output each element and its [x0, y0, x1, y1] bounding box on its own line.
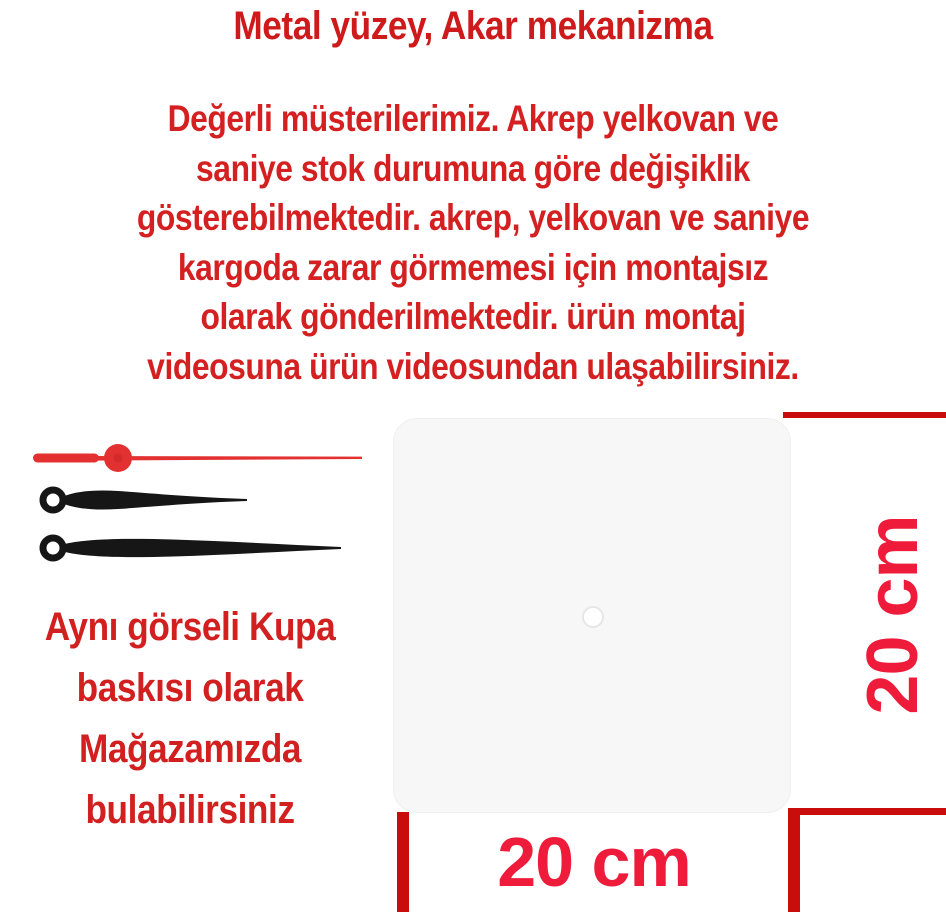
minute-hand-blade	[63, 490, 247, 509]
hour-hand-image	[38, 528, 348, 568]
height-dim-label: 20 cm	[853, 515, 933, 715]
notice-line: gösterebilmektedir. akrep, yelkovan ve saniye	[136, 197, 810, 238]
plate-center-hole	[582, 606, 604, 628]
second-hand-counterweight	[33, 454, 99, 463]
notice-paragraph	[66, 94, 880, 391]
page-title: Metal yüzey, Akar mekanizma	[233, 4, 713, 48]
clock-plate	[393, 418, 791, 813]
notice-line: kargoda zarar görmemesi için montajsız	[177, 246, 769, 288]
minute-hand-ring	[43, 490, 63, 510]
notice-line: olarak gönderilmektedir. ürün montaj	[200, 296, 746, 337]
height-dim-top-tick	[783, 412, 946, 418]
side-note-line: baskısı olarak	[76, 666, 304, 710]
second-hand-image	[25, 443, 370, 473]
second-hand-hub-detail	[114, 454, 123, 463]
side-note	[23, 597, 357, 841]
second-hand-shaft	[95, 456, 362, 461]
height-dim-bottom-tick	[788, 808, 946, 815]
notice-line: saniye stok durumuna göre değişiklik	[196, 147, 750, 189]
side-note-line: bulabilirsiniz	[85, 788, 295, 832]
side-note-line: Mağazamızda	[78, 727, 302, 771]
width-dim-label: 20 cm	[497, 823, 691, 901]
notice-line: videosuna ürün videosundan ulaşabilirsiniz.	[147, 345, 799, 387]
minute-hand-image	[38, 482, 253, 518]
hour-hand-blade	[63, 539, 341, 557]
hour-hand-ring	[43, 538, 63, 558]
notice-line: Değerli müsterilerimiz. Akrep yelkovan ve	[167, 98, 779, 139]
side-note-line: Aynı görseli Kupa	[44, 605, 336, 649]
